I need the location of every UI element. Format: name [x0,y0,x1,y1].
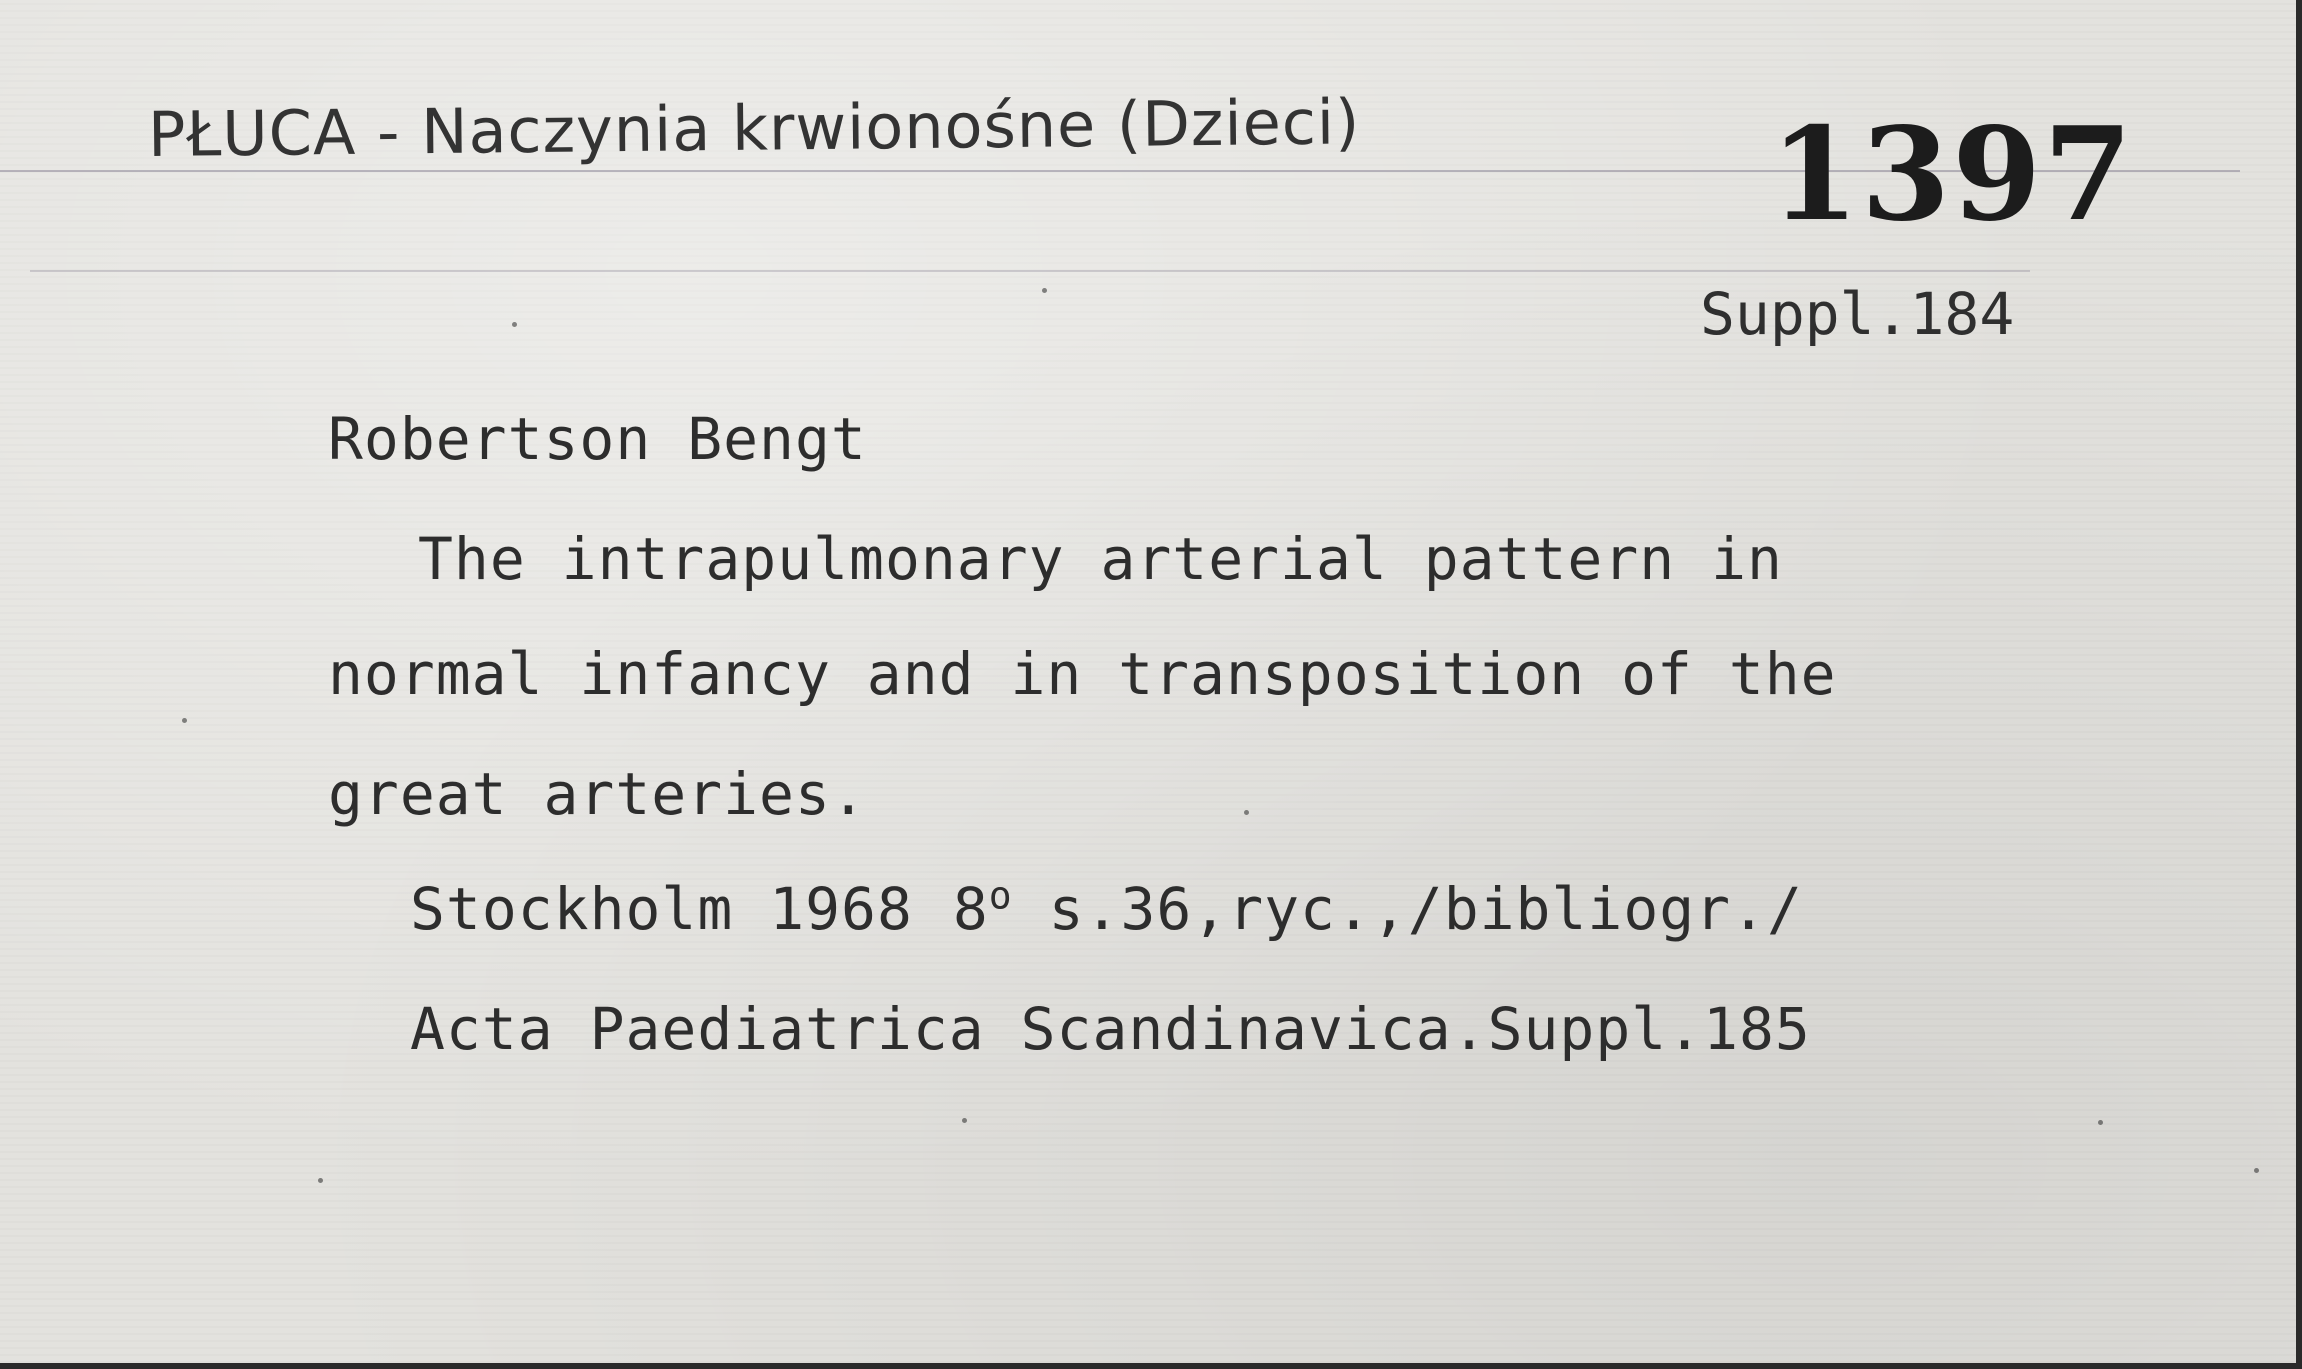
paper-speck [318,1178,323,1183]
imprint-pages: s.36,ryc.,/bibliogr./ [1048,875,1803,943]
card-faint-line [30,270,2030,272]
title-line-2: normal infancy and in transposition of the [328,640,1837,708]
supplement-reference: Suppl.184 [1700,280,2015,348]
paper-speck [512,322,517,327]
paper-speck [2254,1168,2259,1173]
imprint-line [410,875,1803,943]
subject-heading: PŁUCA - Naczynia krwionośne (Dzieci) [147,85,1361,171]
paper-speck [1042,288,1047,293]
imprint-place-year: Stockholm 1968 [410,875,913,943]
card-number: 1397 [1770,100,2135,250]
paper-speck [182,718,187,723]
author-name: Robertson Bengt [328,405,867,473]
title-line-1: The intrapulmonary arterial pattern in [418,525,1783,593]
paper-speck [962,1118,967,1123]
series-line: Acta Paediatrica Scandinavica.Suppl.185 [410,995,1811,1063]
title-line-3: great arteries. [328,760,867,828]
imprint-format [953,875,1013,943]
imprint-format-base: 8 [952,875,989,943]
paper-speck [1244,810,1249,815]
imprint-format-sup: o [988,873,1013,918]
paper-speck [2098,1120,2103,1125]
